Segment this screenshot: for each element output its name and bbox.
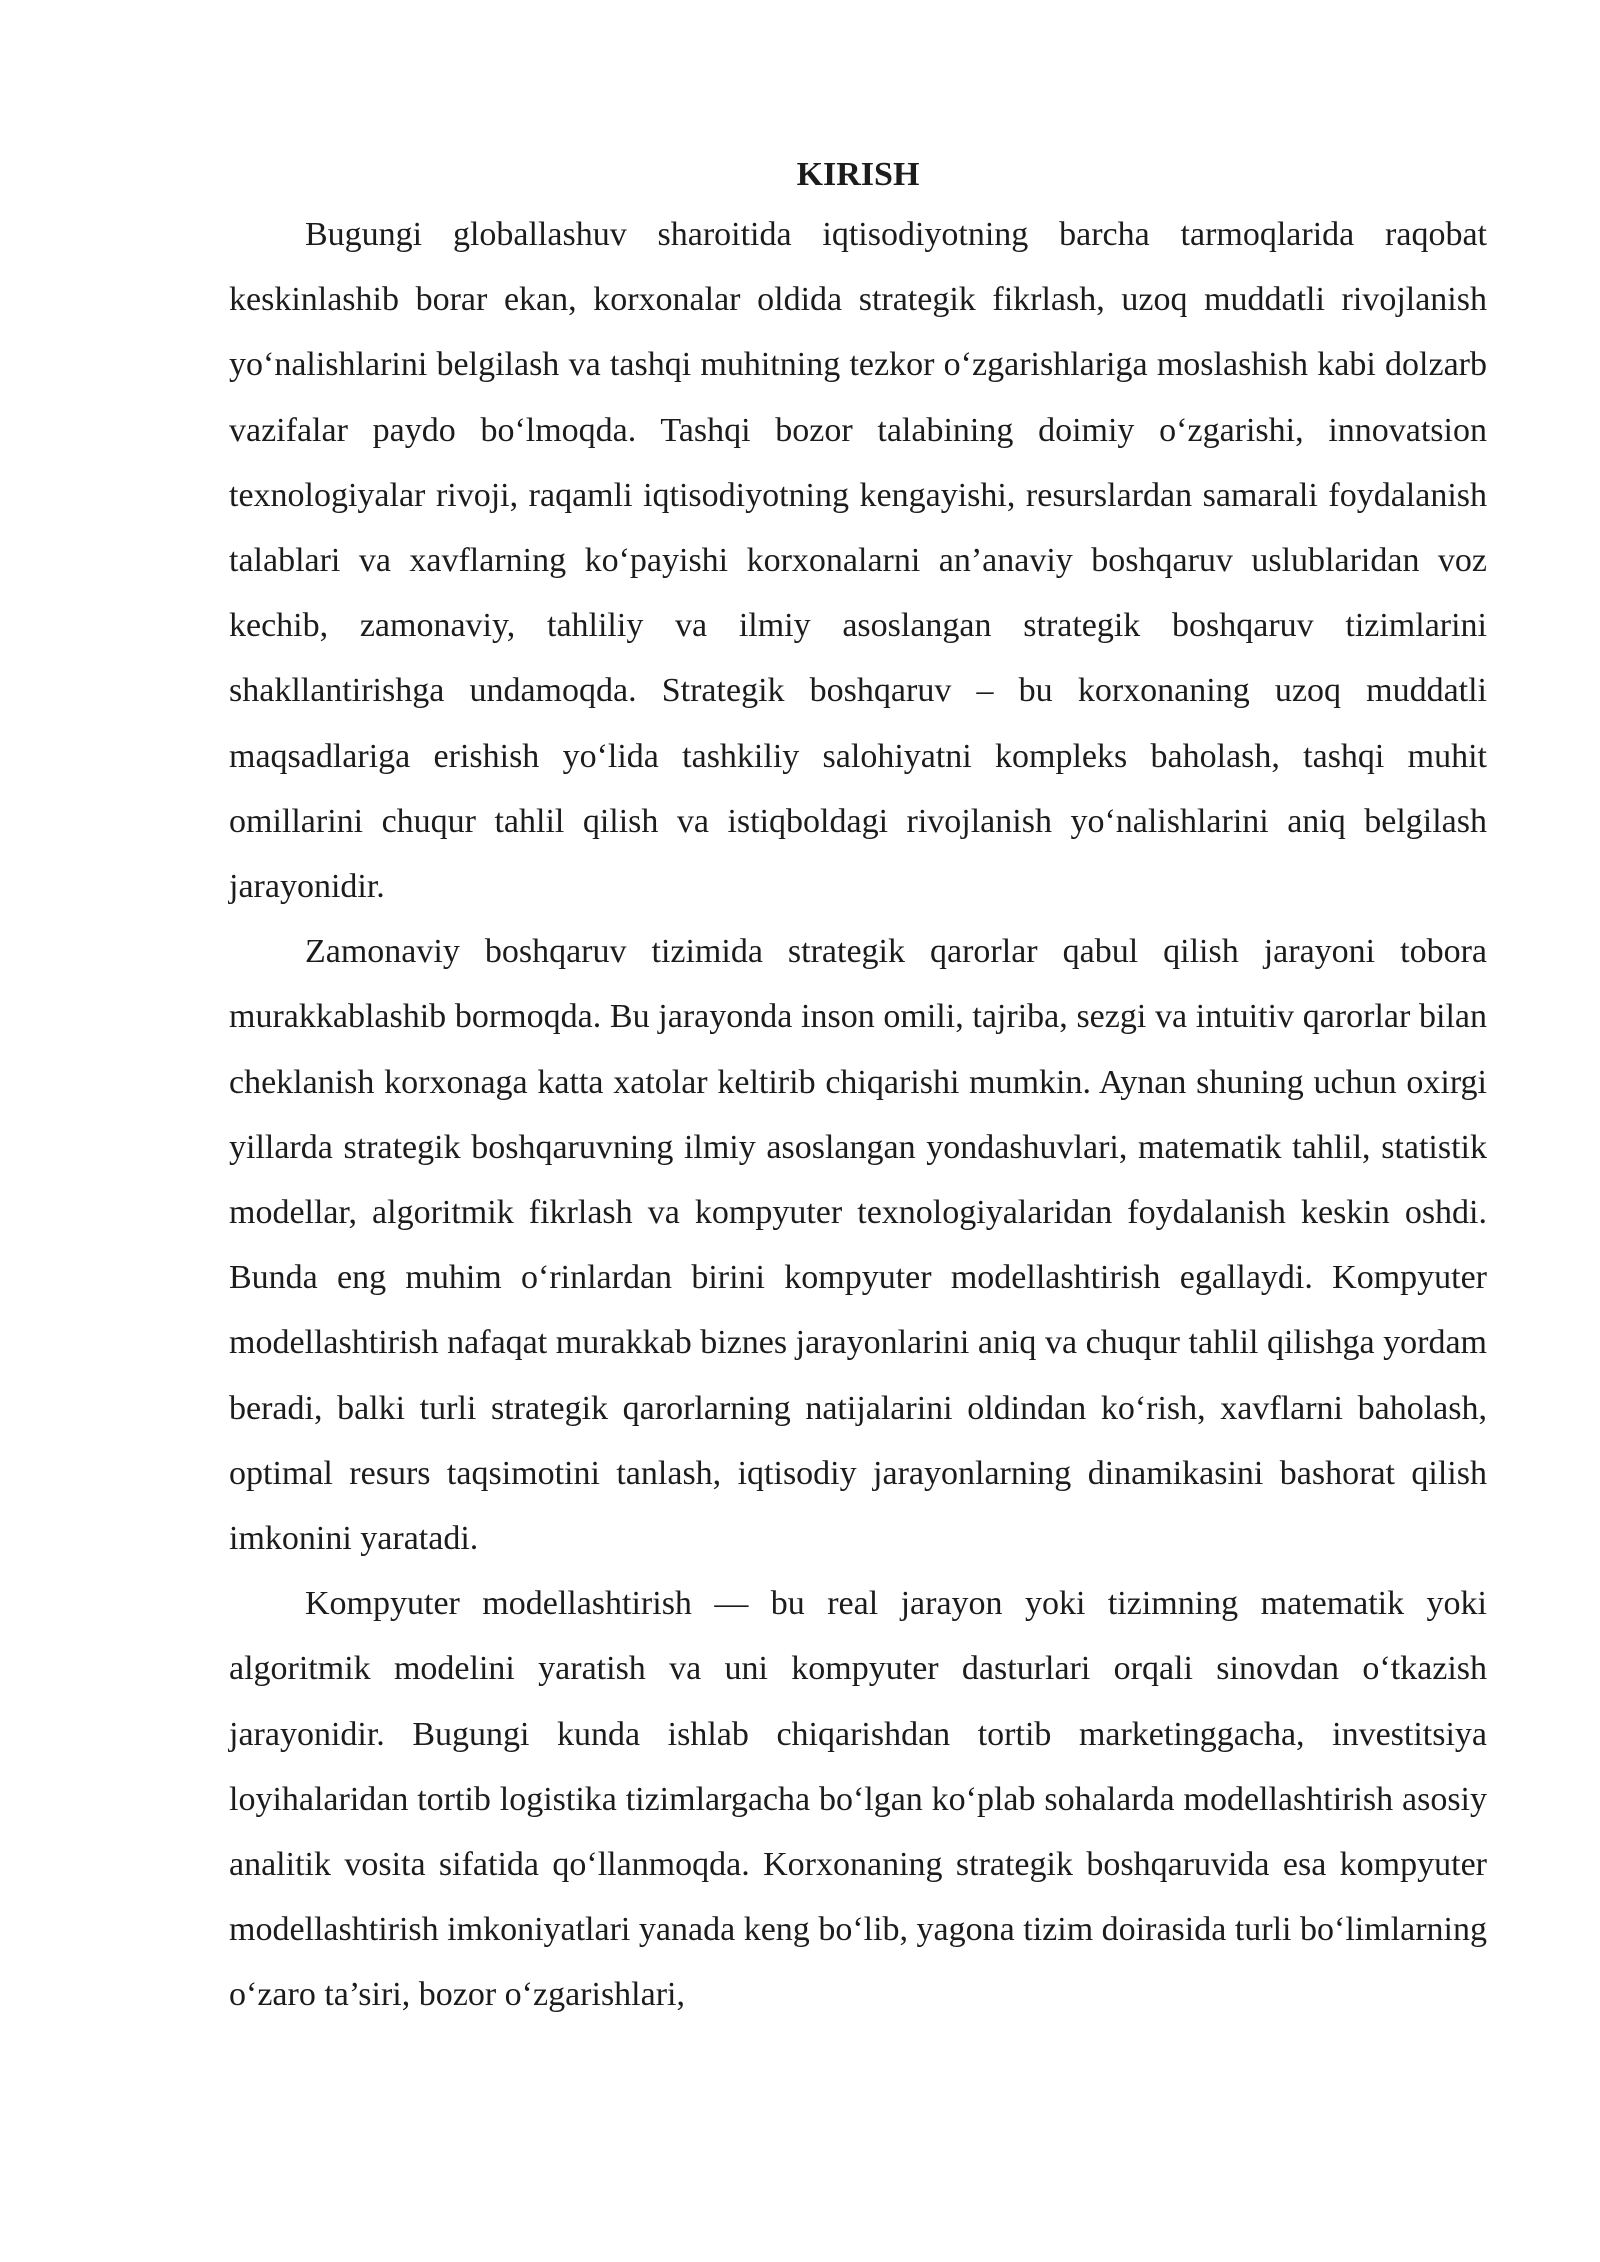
paragraph-3: Kompyuter modellashtirish — bu real jarayon yoki tizimning matematik yoki algoritmik modelini yaratish va uni kompyuter dasturlari orqali sinovdan o‘tkazish jarayonidir. Bugungi kunda ishlab chiqarishdan tortib marketinggacha, investitsiya loyihalaridan tortib logistika tizimlargacha bo‘lgan ko‘plab sohalarda modellashtirish asosiy analitik vosita sifatida qo‘llanmoqda. Korxonaning strategik boshqaruvida esa kompyuter modellashtirish imkoniyatlari yanada keng bo‘lib, yagona tizim doirasida turli bo‘limlarning o‘zaro ta’siri, bozor o‘zgarishlari, [229, 1585, 1487, 2014]
paragraph-2: Zamonaviy boshqaruv tizimida strategik qarorlar qabul qilish jarayoni tobora murakkablashib bormoqda. Bu jarayonda inson omili, tajriba, sezgi va intuitiv qarorlar bilan cheklanish korxonaga katta xatolar keltirib chiqarishi mumkin. Aynan shuning uchun oxirgi yillarda strategik boshqaruvning ilmiy asoslangan yondashuvlari, matematik tahlil, statistik modellar, algoritmik fikrlash va kompyuter texnologiyalaridan foydalanish keskin oshdi. Bunda eng muhim o‘rinlardan birini kompyuter modellashtirish egallaydi. Kompyuter modellashtirish nafaqat murakkab biznes jarayonlarini aniq va chuqur tahlil qilishga yordam beradi, balki turli strategik qarorlarning natijalarini oldindan ko‘rish, xavflarni baholash, optimal resurs taqsimotini tanlash, iqtisodiy jarayonlarning dinamikasini bashorat qilish imkonini yaratadi. [229, 933, 1487, 1558]
paragraph-1: Bugungi globallashuv sharoitida iqtisodiyotning barcha tarmoqlarida raqobat keskinlashib borar ekan, korxonalar oldida strategik fikrlash, uzoq muddatli rivojlanish yo‘nalishlarini belgilash va tashqi muhitning tezkor o‘zgarishlariga moslashish kabi dolzarb vazifalar paydo bo‘lmoqda. Tashqi bozor talabining doimiy o‘zgarishi, innovatsion texnologiyalar rivoji, raqamli iqtisodiyotning kengayishi, resurslardan samarali foydalanish talablari va xavflarning ko‘payishi korxonalarni an’anaviy boshqaruv uslublaridan voz kechib, zamonaviy, tahliliy va ilmiy asoslangan strategik boshqaruv tizimlarini shakllantirishga undamoqda. Strategik boshqaruv – bu korxonaning uzoq muddatli maqsadlariga erishish yo‘lida tashkiliy salohiyatni kompleks baholash, tashqi muhit omillarini chuqur tahlil qilish va istiqboldagi rivojlanish yo‘nalishlarini aniq belgilash jarayonidir. [229, 216, 1487, 906]
document-body [229, 148, 1487, 2028]
section-heading: KIRISH [796, 156, 920, 193]
